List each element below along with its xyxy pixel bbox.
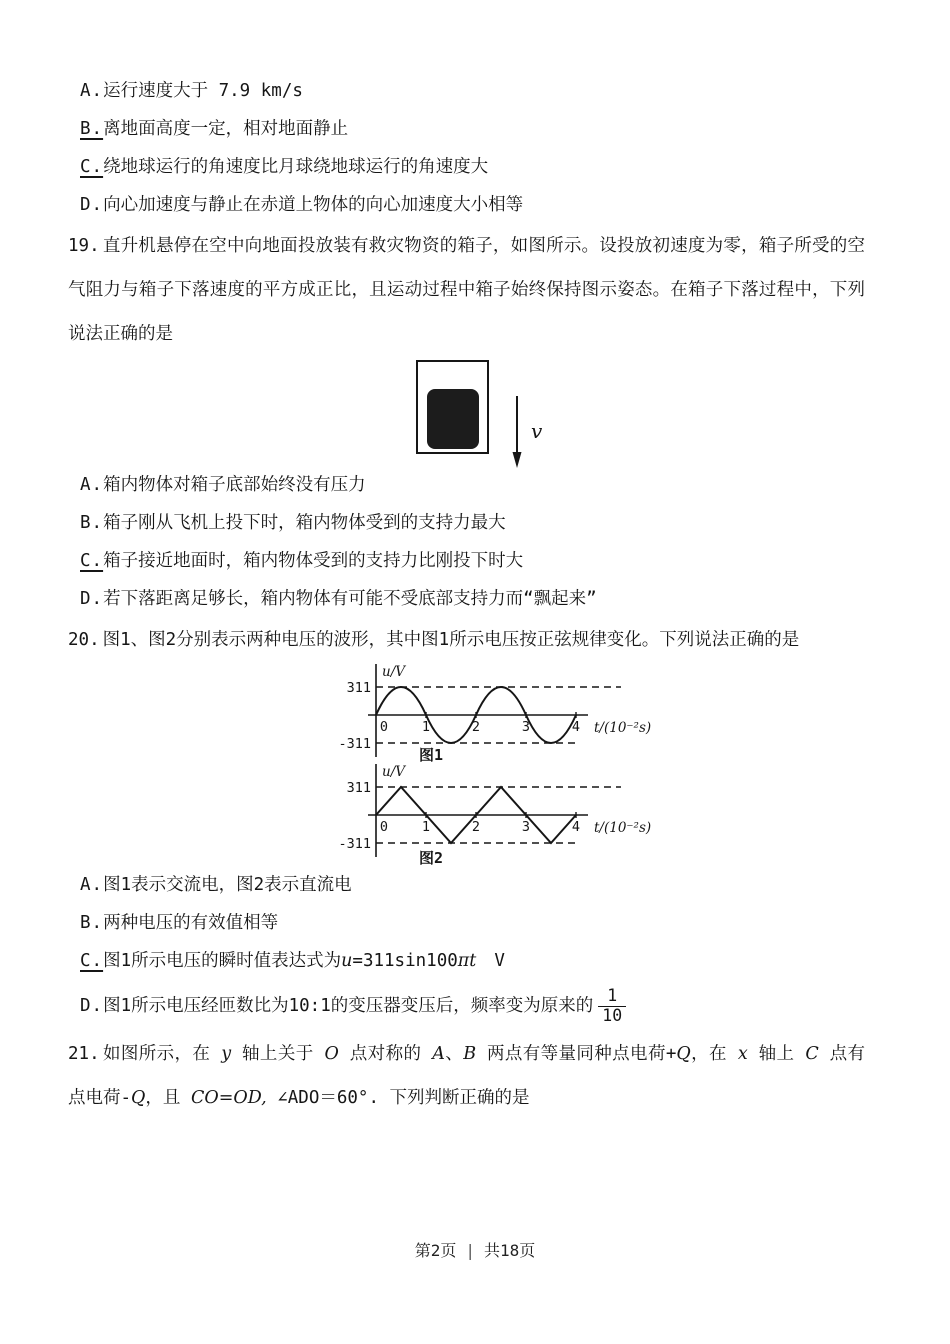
- formula-pit-symbol: πt: [457, 951, 477, 971]
- y-tick-max: 311: [346, 780, 371, 796]
- x-tick-label: 3: [521, 819, 531, 835]
- x-tick-label: 3: [521, 719, 531, 735]
- option-label: D.: [80, 589, 104, 609]
- down-arrow-icon: [509, 392, 525, 470]
- y-axis-label: u/V: [382, 664, 405, 680]
- q20-waveform-figures: [326, 662, 865, 866]
- option-text: 两种电压的有效值相等: [103, 913, 279, 933]
- option-label: B.: [80, 913, 104, 933]
- q20-stem: [68, 618, 865, 662]
- velocity-annotation: [509, 392, 542, 470]
- stem-part: A: [432, 1044, 445, 1064]
- question-text: [68, 1044, 865, 1108]
- option-label: A.: [80, 875, 104, 895]
- q19-option-b: [68, 504, 865, 542]
- page-footer: [0, 1238, 950, 1261]
- question-text: 直升机悬停在空中向地面投放装有救灾物资的箱子，如图所示。设投放初速度为零，箱子所受的空气阻力与箱子下落速度的平方成正比，且运动过程中箱子始终保持图示姿态。在箱子下落过程中，下列说法正确的是: [68, 236, 865, 344]
- q19-figure-falling-crate: [416, 360, 865, 458]
- x-axis-label: t/(10⁻²s): [594, 720, 652, 736]
- option-label: C.: [80, 157, 104, 177]
- option-text: 向心加速度与静止在赤道上物体的向心加速度大小相等: [103, 195, 524, 215]
- y-axis-label: u/V: [382, 764, 405, 780]
- crate-outline: [416, 360, 489, 454]
- footer-page-number: 第2页: [414, 1241, 457, 1260]
- option-text: 箱子接近地面时，箱内物体受到的支持力比刚投下时大: [103, 551, 524, 571]
- option-label: B.: [80, 119, 104, 139]
- option-text: 箱子刚从飞机上投下时，箱内物体受到的支持力最大: [103, 513, 506, 533]
- stem-part: ，且: [145, 1088, 191, 1108]
- question-number: 21.: [68, 1044, 100, 1064]
- chart-figure-2-triangle: [326, 762, 676, 866]
- x-tick-label: 1: [421, 719, 431, 735]
- option-label: C.: [80, 951, 104, 971]
- x-tick-label: 1: [421, 819, 431, 835]
- q20-option-d: [68, 980, 865, 1032]
- formula-body: =311sin100: [352, 951, 458, 971]
- stem-part: 两点有等量同种点电荷+: [476, 1044, 677, 1064]
- option-label: C.: [80, 551, 104, 571]
- x-tick-label: 0: [379, 719, 389, 735]
- fraction-denominator: 10: [598, 1006, 626, 1026]
- stem-part: 轴上: [747, 1044, 806, 1064]
- q19-option-d: [68, 580, 865, 618]
- stem-part: ，在: [690, 1044, 738, 1064]
- q18-option-d: [68, 186, 865, 224]
- question-number: 19.: [68, 236, 100, 256]
- figure-caption: 图1: [418, 746, 444, 762]
- x-tick-label: 2: [471, 819, 481, 835]
- option-label: A.: [80, 475, 104, 495]
- fraction-numerator: 1: [607, 985, 618, 1005]
- figure-caption: 图2: [418, 849, 444, 866]
- stem-part: CO=OD,: [190, 1088, 267, 1108]
- option-text: 绕地球运行的角速度比月球绕地球运行的角速度大: [103, 157, 489, 177]
- stem-part: Q: [676, 1044, 691, 1064]
- x-tick-label: 0: [379, 819, 389, 835]
- x-tick-label: 2: [471, 719, 481, 735]
- stem-part: 、: [444, 1044, 464, 1064]
- option-label: D.: [80, 195, 104, 215]
- stem-part: 轴上关于: [231, 1044, 325, 1064]
- q20-option-b: [68, 904, 865, 942]
- question-text: 图1、图2分别表示两种电压的波形，其中图1所示电压按正弦规律变化。下列说法正确的是: [102, 630, 800, 650]
- q18-option-b: [68, 110, 865, 148]
- footer-separator: |: [465, 1241, 475, 1260]
- stem-part: ∠ADO＝60°. 下列判断正确的是: [266, 1088, 530, 1108]
- y-tick-min: -311: [338, 836, 371, 852]
- q19-option-a: [68, 466, 865, 504]
- option-text: 箱内物体对箱子底部始终没有压力: [103, 475, 366, 495]
- option-label: A.: [80, 81, 104, 101]
- option-text: [103, 951, 505, 971]
- option-text: 图1表示交流电，图2表示直流电: [103, 875, 352, 895]
- q20-option-a: [68, 866, 865, 904]
- stem-part: C: [805, 1044, 819, 1064]
- x-tick-label: 4: [571, 719, 581, 735]
- stem-part: 点有点电荷-: [68, 1044, 866, 1108]
- stem-part: y: [221, 1044, 232, 1064]
- formula-unit: V: [494, 951, 505, 971]
- q21-stem: [68, 1032, 865, 1120]
- chart-figure-1-sine: [326, 662, 676, 762]
- option-label: B.: [80, 513, 104, 533]
- stem-part: 点对称的: [338, 1044, 433, 1064]
- velocity-label: v: [531, 419, 543, 443]
- q18-option-a: [68, 72, 865, 110]
- x-axis-label: t/(10⁻²s): [594, 820, 652, 836]
- formula-u-symbol: u: [341, 951, 353, 971]
- question-number: 20.: [68, 630, 100, 650]
- footer-total-pages: 共18页: [484, 1241, 536, 1260]
- q20-option-c: [68, 942, 865, 980]
- inner-object: [427, 389, 479, 449]
- stem-part: O: [324, 1044, 339, 1064]
- option-text: 离地面高度一定，相对地面静止: [103, 119, 349, 139]
- q19-option-c: [68, 542, 865, 580]
- option-text: 若下落距离足够长，箱内物体有可能不受底部支持力而“飘起来”: [103, 589, 597, 609]
- x-tick-label: 4: [571, 819, 581, 835]
- q18-option-c: [68, 148, 865, 186]
- fraction-one-tenth: [598, 987, 626, 1026]
- y-tick-min: -311: [338, 736, 371, 752]
- y-tick-max: 311: [346, 680, 371, 696]
- stem-part: B: [463, 1044, 477, 1064]
- option-text: 图1所示电压经匝数比为10:1的变压器变压后，频率变为原来的: [103, 996, 594, 1016]
- option-label: D.: [80, 996, 104, 1016]
- option-text: 运行速度大于 7.9 km/s: [103, 81, 303, 101]
- stem-part: 如图所示，在: [102, 1044, 222, 1064]
- q19-stem: [68, 224, 865, 356]
- stem-part: Q: [131, 1088, 146, 1108]
- formula-prefix: 图1所示电压的瞬时值表达式为: [103, 951, 342, 971]
- stem-part: x: [737, 1044, 748, 1064]
